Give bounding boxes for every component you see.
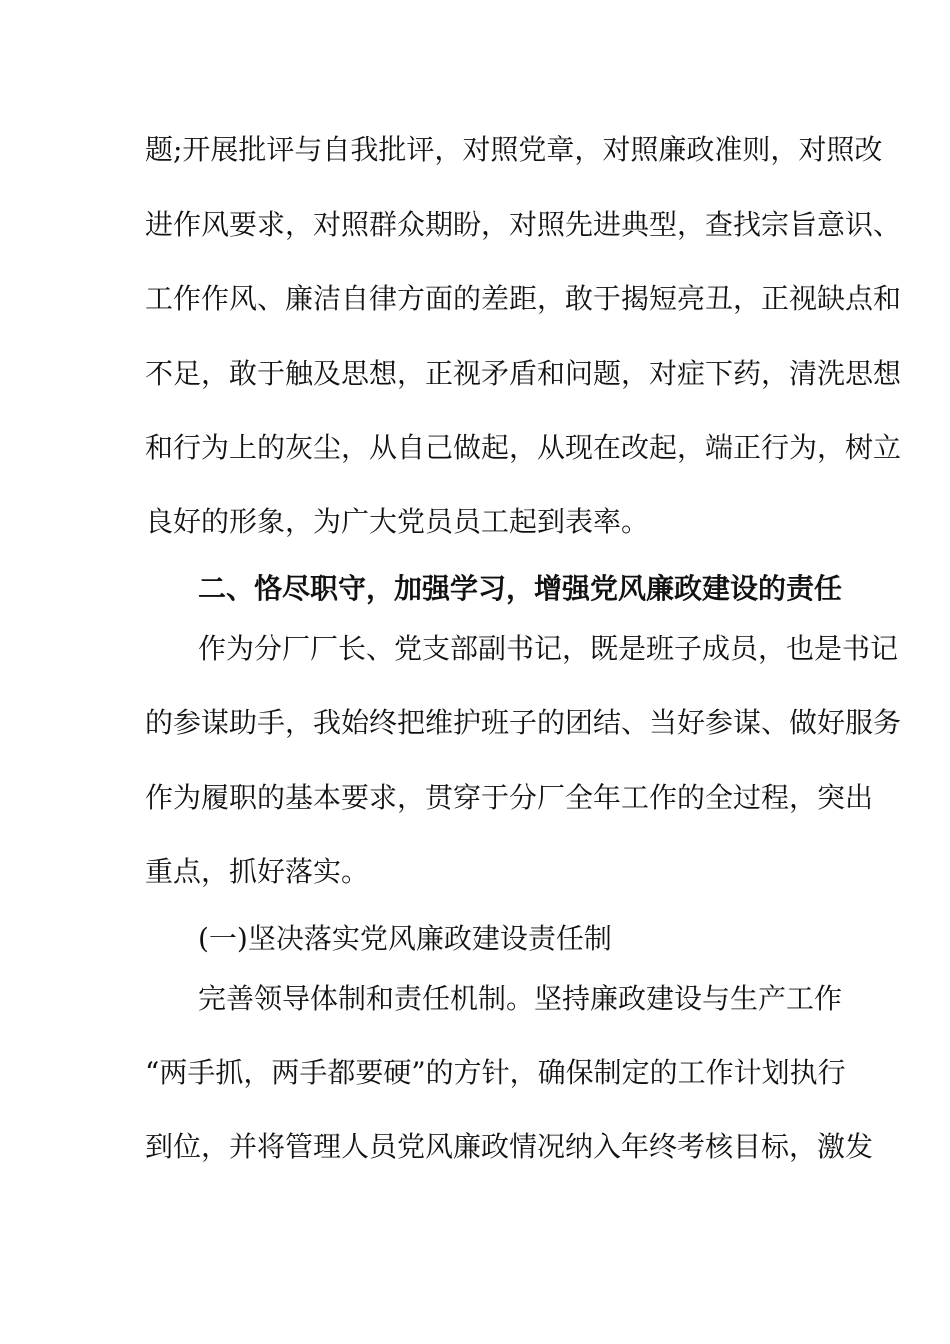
paragraph-line: 作为履职的基本要求，贯穿于分厂全年工作的全过程，突出 xyxy=(145,781,874,814)
paragraph-line: 进作风要求，对照群众期盼，对照先进典型，查找宗旨意识、 xyxy=(145,208,902,241)
paragraph-line: 不足，敢于触及思想，正视矛盾和问题，对症下药，清洗思想 xyxy=(145,357,902,390)
paragraph-line: 工作作风、廉洁自律方面的差距，敢于揭短亮丑，正视缺点和 xyxy=(145,282,902,315)
paragraph-line: 的参谋助手，我始终把维护班子的团结、当好参谋、做好服务 xyxy=(145,706,902,739)
paragraph-line: 完善领导体制和责任机制。坚持廉政建设与生产工作 xyxy=(198,982,843,1015)
paragraph-line: 和行为上的灰尘，从自己做起，从现在改起，端正行为，树立 xyxy=(145,431,902,464)
section-heading: 二、恪尽职守，加强学习，增强党风廉政建设的责任 xyxy=(198,572,843,605)
paragraph-line: 到位，并将管理人员党风廉政情况纳入年终考核目标，激发 xyxy=(145,1130,874,1163)
paragraph-line: 良好的形象，为广大党员员工起到表率。 xyxy=(145,505,650,538)
paragraph-line: 重点，抓好落实。 xyxy=(145,855,370,888)
paragraph-line: 作为分厂厂长、党支部副书记，既是班子成员，也是书记 xyxy=(198,632,899,665)
subheading: (一)坚决落实党风廉政建设责任制 xyxy=(198,922,612,955)
paragraph-line: “两手抓，两手都要硬”的方针，确保制定的工作计划执行 xyxy=(145,1056,846,1089)
paragraph-line: 题;开展批评与自我批评，对照党章，对照廉政准则，对照改 xyxy=(145,133,883,166)
